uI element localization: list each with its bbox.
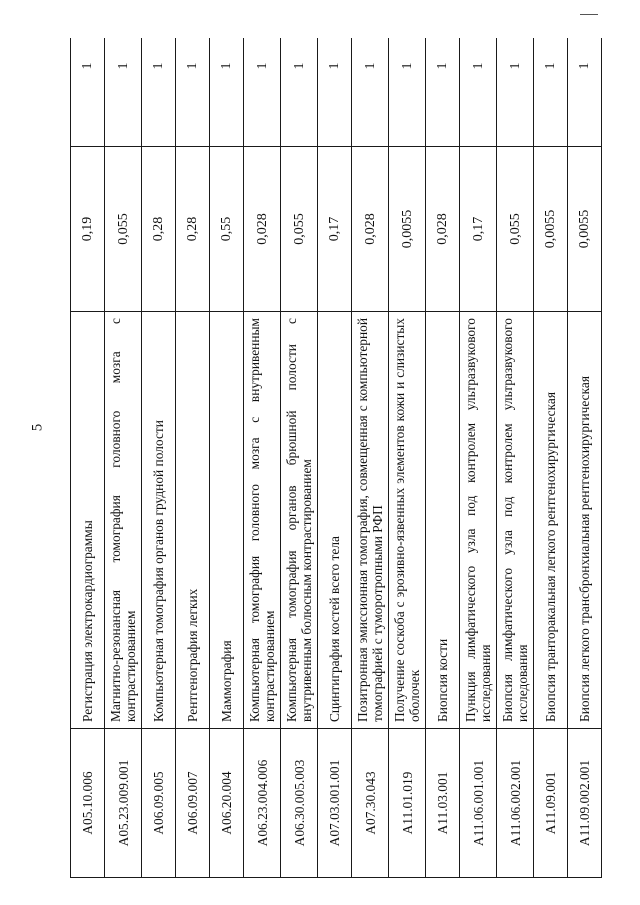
table-row — [244, 38, 281, 878]
multiplicity-value: 1 — [281, 38, 318, 147]
service-name: Получение соскоба с эрозивно-язвенных элементов кожи и слизистых оболочек — [389, 312, 426, 729]
service-code: A11.06.001.001 — [460, 729, 497, 878]
frequency-value: 0,17 — [460, 147, 497, 312]
multiplicity-value: 1 — [105, 38, 142, 147]
service-name: Компьютерная томография головного мозга с внутривенным контрастированием — [244, 312, 281, 729]
multiplicity-value: 1 — [534, 38, 568, 147]
multiplicity-value: 1 — [142, 38, 176, 147]
frequency-value: 0,028 — [426, 147, 460, 312]
service-name: Биопсия транторакальная легкого рентгенохирургическая — [534, 312, 568, 729]
service-code: A11.06.002.001 — [497, 729, 534, 878]
multiplicity-value: 1 — [497, 38, 534, 147]
table-row — [105, 38, 142, 878]
multiplicity-value: 1 — [426, 38, 460, 147]
table-area — [70, 38, 620, 878]
table-row — [426, 38, 460, 878]
frequency-value: 0,028 — [244, 147, 281, 312]
table-row — [210, 38, 244, 878]
page-number: 5 — [29, 423, 46, 432]
service-name: Магнитно-резонансная томография головного мозга с контрастированием — [105, 312, 142, 729]
table-row — [318, 38, 352, 878]
frequency-value: 0,055 — [105, 147, 142, 312]
multiplicity-value: 1 — [460, 38, 497, 147]
medical-services-table — [70, 38, 602, 878]
multiplicity-value: 1 — [318, 38, 352, 147]
multiplicity-value: 1 — [176, 38, 210, 147]
service-code: A06.23.004.006 — [244, 729, 281, 878]
scan-mark — [580, 14, 598, 15]
service-name: Компьютерная томография органов брюшной полости с внутривенным болюсным контрастированием — [281, 312, 318, 729]
frequency-value: 0,0055 — [534, 147, 568, 312]
service-name: Рентгенография легких — [176, 312, 210, 729]
service-code: A07.03.001.001 — [318, 729, 352, 878]
frequency-value: 0,028 — [352, 147, 389, 312]
frequency-value: 0,19 — [71, 147, 105, 312]
service-name: Позитронная эмиссионная томография, совмещенная с компьютерной томографией с туморотропными РФП — [352, 312, 389, 729]
service-code: A11.09.001 — [534, 729, 568, 878]
table-row — [176, 38, 210, 878]
frequency-value: 0,0055 — [568, 147, 602, 312]
frequency-value: 0,0055 — [389, 147, 426, 312]
rotated-table-container — [70, 38, 620, 878]
frequency-value: 0,28 — [176, 147, 210, 312]
multiplicity-value: 1 — [71, 38, 105, 147]
service-code: A06.20.004 — [210, 729, 244, 878]
frequency-value: 0,17 — [318, 147, 352, 312]
service-code: A11.01.019 — [389, 729, 426, 878]
table-row — [497, 38, 534, 878]
service-name: Маммография — [210, 312, 244, 729]
table-row — [142, 38, 176, 878]
frequency-value: 0,55 — [210, 147, 244, 312]
service-name: Биопсия легкого трансбронхиальная рентгенохирургическая — [568, 312, 602, 729]
service-name: Биопсия кости — [426, 312, 460, 729]
service-code: A05.23.009.001 — [105, 729, 142, 878]
table-row — [71, 38, 105, 878]
table-row — [281, 38, 318, 878]
multiplicity-value: 1 — [389, 38, 426, 147]
multiplicity-value: 1 — [244, 38, 281, 147]
service-code: A11.09.002.001 — [568, 729, 602, 878]
service-code: A11.03.001 — [426, 729, 460, 878]
table-row — [460, 38, 497, 878]
service-name: Компьютерная томография органов грудной полости — [142, 312, 176, 729]
frequency-value: 0,055 — [497, 147, 534, 312]
table-row — [534, 38, 568, 878]
service-name: Регистрация электрокардиограммы — [71, 312, 105, 729]
table-row — [352, 38, 389, 878]
service-code: A06.09.005 — [142, 729, 176, 878]
service-name: Сцинтиграфия костей всего тела — [318, 312, 352, 729]
table-row — [568, 38, 602, 878]
service-name: Биопсия лимфатического узла под контролем ультразвукового исследования — [497, 312, 534, 729]
service-code: A07.30.043 — [352, 729, 389, 878]
service-code: A06.09.007 — [176, 729, 210, 878]
multiplicity-value: 1 — [210, 38, 244, 147]
service-name: Пункция лимфатического узла под контролем ультразвукового исследования — [460, 312, 497, 729]
frequency-value: 0,055 — [281, 147, 318, 312]
multiplicity-value: 1 — [352, 38, 389, 147]
multiplicity-value: 1 — [568, 38, 602, 147]
frequency-value: 0,28 — [142, 147, 176, 312]
service-code: A06.30.005.003 — [281, 729, 318, 878]
table-row — [389, 38, 426, 878]
service-code: A05.10.006 — [71, 729, 105, 878]
